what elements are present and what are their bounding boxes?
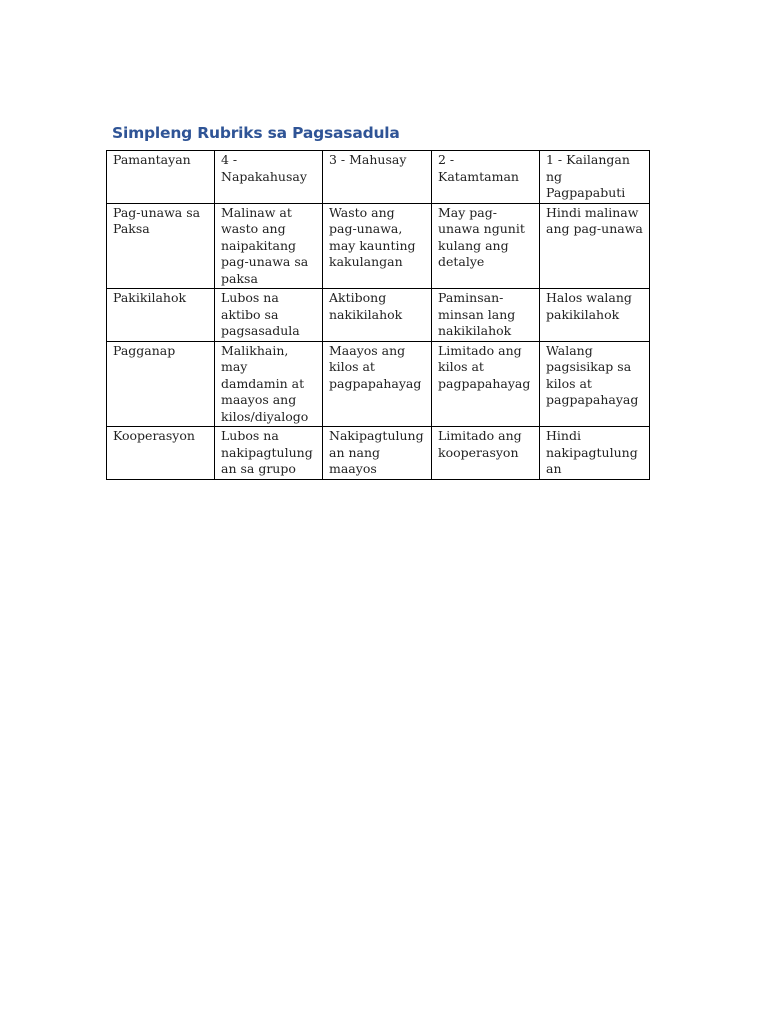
table-cell: Lubos na nakipagtulungan sa grupo bbox=[215, 427, 323, 480]
table-cell: Maayos ang kilos at pagpapahayag bbox=[323, 341, 432, 427]
table-row bbox=[107, 203, 650, 289]
table-cell: May pag-unawa ngunit kulang ang detalye bbox=[432, 203, 540, 289]
criterion-cell: Pag-unawa sa Paksa bbox=[107, 203, 215, 289]
header-cell-level-4: 4 - Napakahusay bbox=[215, 151, 323, 204]
table-cell: Hindi malinaw ang pag-unawa bbox=[540, 203, 650, 289]
header-cell-level-3: 3 - Mahusay bbox=[323, 151, 432, 204]
table-row bbox=[107, 341, 650, 427]
document-title: Simpleng Rubriks sa Pagsasadula bbox=[112, 124, 400, 142]
criterion-cell: Kooperasyon bbox=[107, 427, 215, 480]
rubric-table bbox=[106, 150, 650, 480]
table-cell: Nakipagtulungan nang maayos bbox=[323, 427, 432, 480]
table-cell: Hindi nakipagtulungan bbox=[540, 427, 650, 480]
table-cell: Limitado ang kooperasyon bbox=[432, 427, 540, 480]
table-header-row bbox=[107, 151, 650, 204]
table-row bbox=[107, 289, 650, 342]
table-cell: Malinaw at wasto ang naipakitang pag-unawa sa paksa bbox=[215, 203, 323, 289]
table-cell: Walang pagsisikap sa kilos at pagpapahayag bbox=[540, 341, 650, 427]
table-cell: Lubos na aktibo sa pagsasadula bbox=[215, 289, 323, 342]
header-cell-level-1: 1 - Kailangan ng Pagpapabuti bbox=[540, 151, 650, 204]
table-cell: Limitado ang kilos at pagpapahayag bbox=[432, 341, 540, 427]
criterion-cell: Pakikilahok bbox=[107, 289, 215, 342]
table-cell: Wasto ang pag-unawa, may kaunting kakulangan bbox=[323, 203, 432, 289]
table-cell: Paminsan-minsan lang nakikilahok bbox=[432, 289, 540, 342]
table-cell: Malikhain, may damdamin at maayos ang kilos/diyalogo bbox=[215, 341, 323, 427]
criterion-cell: Pagganap bbox=[107, 341, 215, 427]
table-cell: Halos walang pakikilahok bbox=[540, 289, 650, 342]
table-row bbox=[107, 427, 650, 480]
header-cell-pamantayan: Pamantayan bbox=[107, 151, 215, 204]
table-cell: Aktibong nakikilahok bbox=[323, 289, 432, 342]
header-cell-level-2: 2 - Katamtaman bbox=[432, 151, 540, 204]
